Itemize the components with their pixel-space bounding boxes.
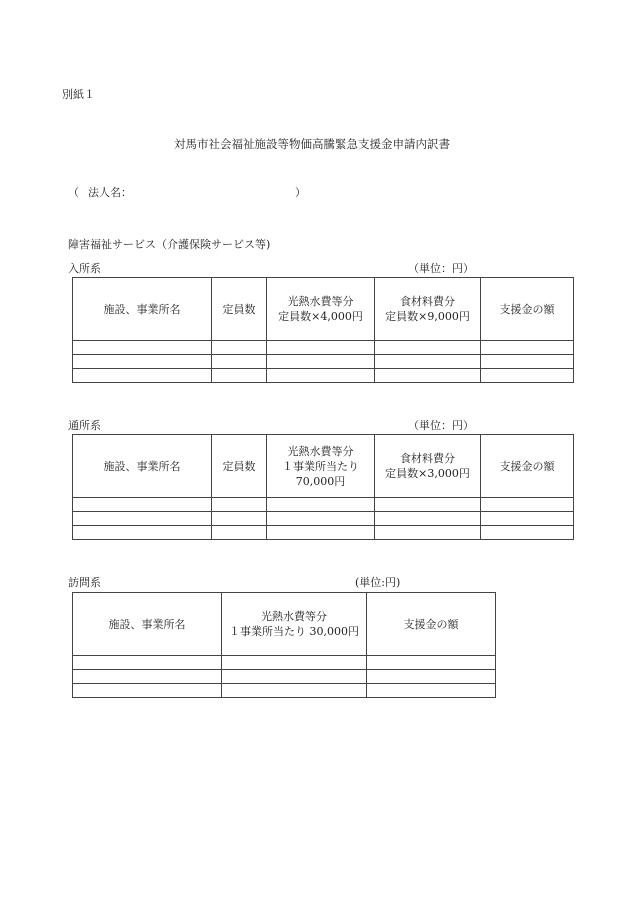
support-amount-cell[interactable]: [367, 656, 496, 670]
utility-cost-cell[interactable]: [267, 512, 375, 526]
corporation-close-paren: ）: [295, 186, 306, 199]
table-row: [73, 369, 574, 383]
header-utility-cost: [222, 593, 367, 656]
table-row: [73, 355, 574, 369]
visiting-section-label: 訪問系: [68, 576, 101, 589]
attachment-label: 別紙１: [62, 88, 95, 101]
support-amount-cell[interactable]: [367, 670, 496, 684]
residential-table: [72, 277, 574, 383]
header-support-amount: 支援金の額: [481, 278, 574, 341]
utility-cost-cell[interactable]: [267, 498, 375, 512]
capacity-cell[interactable]: [212, 498, 267, 512]
table-row: [73, 498, 574, 512]
category-heading: 障害福祉サービス（介護保険サービス等): [68, 238, 271, 251]
facility-name-cell[interactable]: [73, 656, 222, 670]
support-amount-cell[interactable]: [481, 355, 574, 369]
facility-name-cell[interactable]: [73, 498, 212, 512]
table-row: [73, 341, 574, 355]
header-utility-line2: 定員数×4,000円: [278, 310, 363, 323]
support-amount-cell[interactable]: [481, 369, 574, 383]
utility-cost-cell[interactable]: [222, 656, 367, 670]
utility-cost-cell[interactable]: [222, 670, 367, 684]
day-service-table: [72, 434, 574, 540]
corporation-name-field[interactable]: [140, 180, 290, 198]
header-food-line2: 定員数×9,000円: [385, 310, 470, 323]
facility-name-cell[interactable]: [73, 526, 212, 540]
header-utility-line1: 光熱水費等分: [261, 610, 327, 623]
header-food-cost: [375, 278, 481, 341]
food-cost-cell[interactable]: [375, 355, 481, 369]
header-food-line1: 食材料費分: [400, 452, 455, 465]
utility-cost-cell[interactable]: [267, 369, 375, 383]
header-utility-cost: [267, 278, 375, 341]
header-food-cost: [375, 435, 481, 498]
capacity-cell[interactable]: [212, 369, 267, 383]
support-amount-cell[interactable]: [481, 498, 574, 512]
day-service-section-label: 通所系: [68, 419, 101, 432]
day-service-unit-label: （単位：円）: [408, 419, 474, 432]
support-amount-cell[interactable]: [367, 684, 496, 698]
header-food-line1: 食材料費分: [400, 295, 455, 308]
corporation-open-paren: （: [68, 186, 79, 199]
capacity-cell[interactable]: [212, 341, 267, 355]
facility-name-cell[interactable]: [73, 355, 212, 369]
form-title: 対馬市社会福祉施設等物価高騰緊急支援金申請内訳書: [174, 137, 450, 151]
header-facility-name: 施設、事業所名: [73, 593, 222, 656]
facility-name-cell[interactable]: [73, 512, 212, 526]
facility-name-cell[interactable]: [73, 670, 222, 684]
support-amount-cell[interactable]: [481, 512, 574, 526]
header-capacity: 定員数: [212, 435, 267, 498]
table-row: [73, 512, 574, 526]
capacity-cell[interactable]: [212, 512, 267, 526]
food-cost-cell[interactable]: [375, 369, 481, 383]
header-utility-line2: １事業所当たり: [282, 459, 359, 473]
header-food-line2: 定員数×3,000円: [385, 467, 470, 480]
header-capacity: 定員数: [212, 278, 267, 341]
header-utility-line2: １事業所当たり 30,000円: [229, 625, 359, 638]
header-utility-line1: 光熱水費等分: [287, 444, 354, 458]
food-cost-cell[interactable]: [375, 341, 481, 355]
support-amount-cell[interactable]: [481, 341, 574, 355]
food-cost-cell[interactable]: [375, 498, 481, 512]
corporation-name-label: 法人名：: [88, 186, 132, 199]
table-row: [73, 656, 496, 670]
visiting-unit-label: (単位:円): [355, 576, 401, 589]
visiting-table: [72, 592, 496, 698]
capacity-cell[interactable]: [212, 526, 267, 540]
table-row: [73, 670, 496, 684]
header-support-amount: 支援金の額: [367, 593, 496, 656]
header-facility-name: 施設、事業所名: [73, 435, 212, 498]
food-cost-cell[interactable]: [375, 526, 481, 540]
utility-cost-cell[interactable]: [267, 355, 375, 369]
header-facility-name: 施設、事業所名: [73, 278, 212, 341]
facility-name-cell[interactable]: [73, 369, 212, 383]
residential-unit-label: （単位：円）: [408, 262, 474, 275]
utility-cost-cell[interactable]: [267, 526, 375, 540]
food-cost-cell[interactable]: [375, 512, 481, 526]
table-row: [73, 684, 496, 698]
header-utility-line3: 70,000円: [295, 474, 346, 488]
table-row: [73, 526, 574, 540]
residential-section-label: 入所系: [68, 262, 101, 275]
header-support-amount: 支援金の額: [481, 435, 574, 498]
header-utility-line1: 光熱水費等分: [287, 295, 354, 308]
utility-cost-cell[interactable]: [222, 684, 367, 698]
utility-cost-cell[interactable]: [267, 341, 375, 355]
capacity-cell[interactable]: [212, 355, 267, 369]
header-utility-cost: [267, 435, 375, 498]
facility-name-cell[interactable]: [73, 341, 212, 355]
support-amount-cell[interactable]: [481, 526, 574, 540]
facility-name-cell[interactable]: [73, 684, 222, 698]
